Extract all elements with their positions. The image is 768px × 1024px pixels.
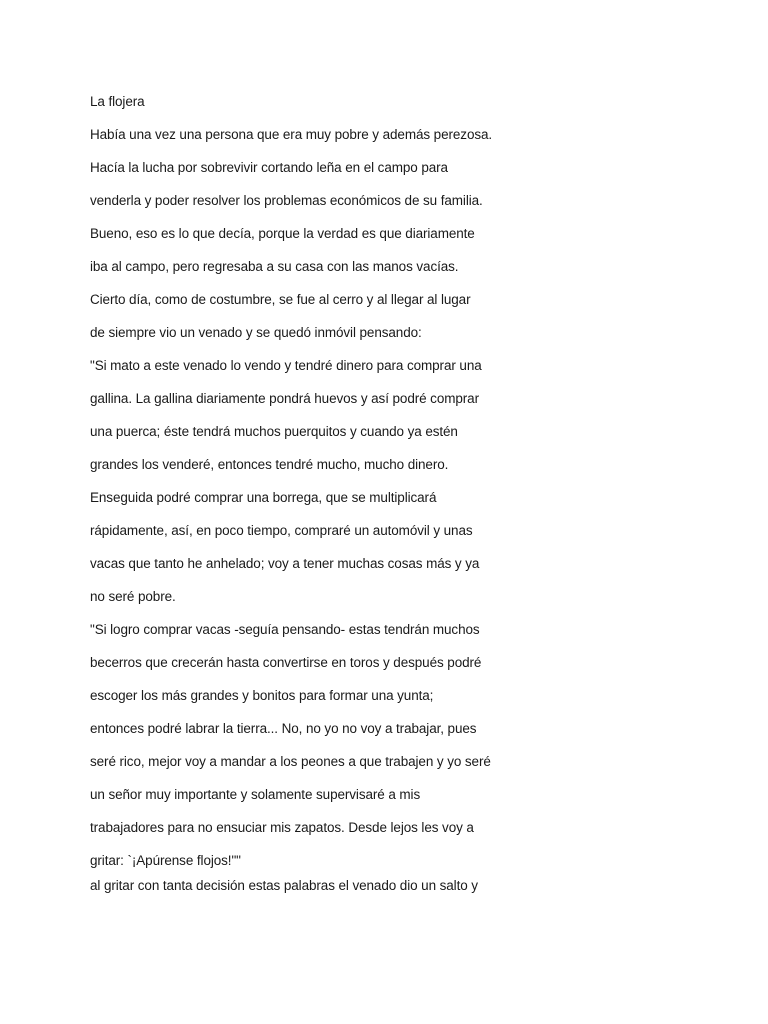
text-line: Bueno, eso es lo que decía, porque la verdad es que diariamente bbox=[90, 226, 475, 241]
text-line: seré rico, mejor voy a mandar a los peones a que trabajen y yo seré bbox=[90, 754, 491, 769]
text-line: Cierto día, como de costumbre, se fue al cerro y al llegar al lugar bbox=[90, 292, 471, 307]
text-line: no seré pobre. bbox=[90, 589, 176, 604]
document-title: La flojera bbox=[90, 94, 145, 109]
text-line: al gritar con tanta decisión estas palabras el venado dio un salto y bbox=[90, 878, 478, 893]
text-line: Hacía la lucha por sobrevivir cortando leña en el campo para bbox=[90, 160, 448, 175]
text-line: de siempre vio un venado y se quedó inmóvil pensando: bbox=[90, 325, 422, 340]
text-line: entonces podré labrar la tierra... No, no yo no voy a trabajar, pues bbox=[90, 721, 477, 736]
text-line: grandes los venderé, entonces tendré mucho, mucho dinero. bbox=[90, 457, 449, 472]
text-line: venderla y poder resolver los problemas económicos de su familia. bbox=[90, 193, 483, 208]
text-line: trabajadores para no ensuciar mis zapatos. Desde lejos les voy a bbox=[90, 820, 474, 835]
text-line: un señor muy importante y solamente supervisaré a mis bbox=[90, 787, 421, 802]
document-body bbox=[90, 92, 690, 909]
text-line: gritar: `¡Apúrense flojos!"" bbox=[90, 853, 241, 868]
text-line: una puerca; éste tendrá muchos puerquitos y cuando ya estén bbox=[90, 424, 458, 439]
text-line: iba al campo, pero regresaba a su casa con las manos vacías. bbox=[90, 259, 459, 274]
text-line: "Si mato a este venado lo vendo y tendré dinero para comprar una bbox=[90, 358, 482, 373]
text-line: Enseguida podré comprar una borrega, que se multiplicará bbox=[90, 490, 437, 505]
text-line: gallina. La gallina diariamente pondrá huevos y así podré comprar bbox=[90, 391, 479, 406]
text-line: escoger los más grandes y bonitos para formar una yunta; bbox=[90, 688, 434, 703]
text-line: "Si logro comprar vacas -seguía pensando- estas tendrán muchos bbox=[90, 622, 480, 637]
text-line: vacas que tanto he anhelado; voy a tener muchas cosas más y ya bbox=[90, 556, 480, 571]
text-line: becerros que crecerán hasta convertirse en toros y después podré bbox=[90, 655, 482, 670]
text-line: Había una vez una persona que era muy pobre y además perezosa. bbox=[90, 127, 493, 142]
text-line: rápidamente, así, en poco tiempo, compraré un automóvil y unas bbox=[90, 523, 473, 538]
